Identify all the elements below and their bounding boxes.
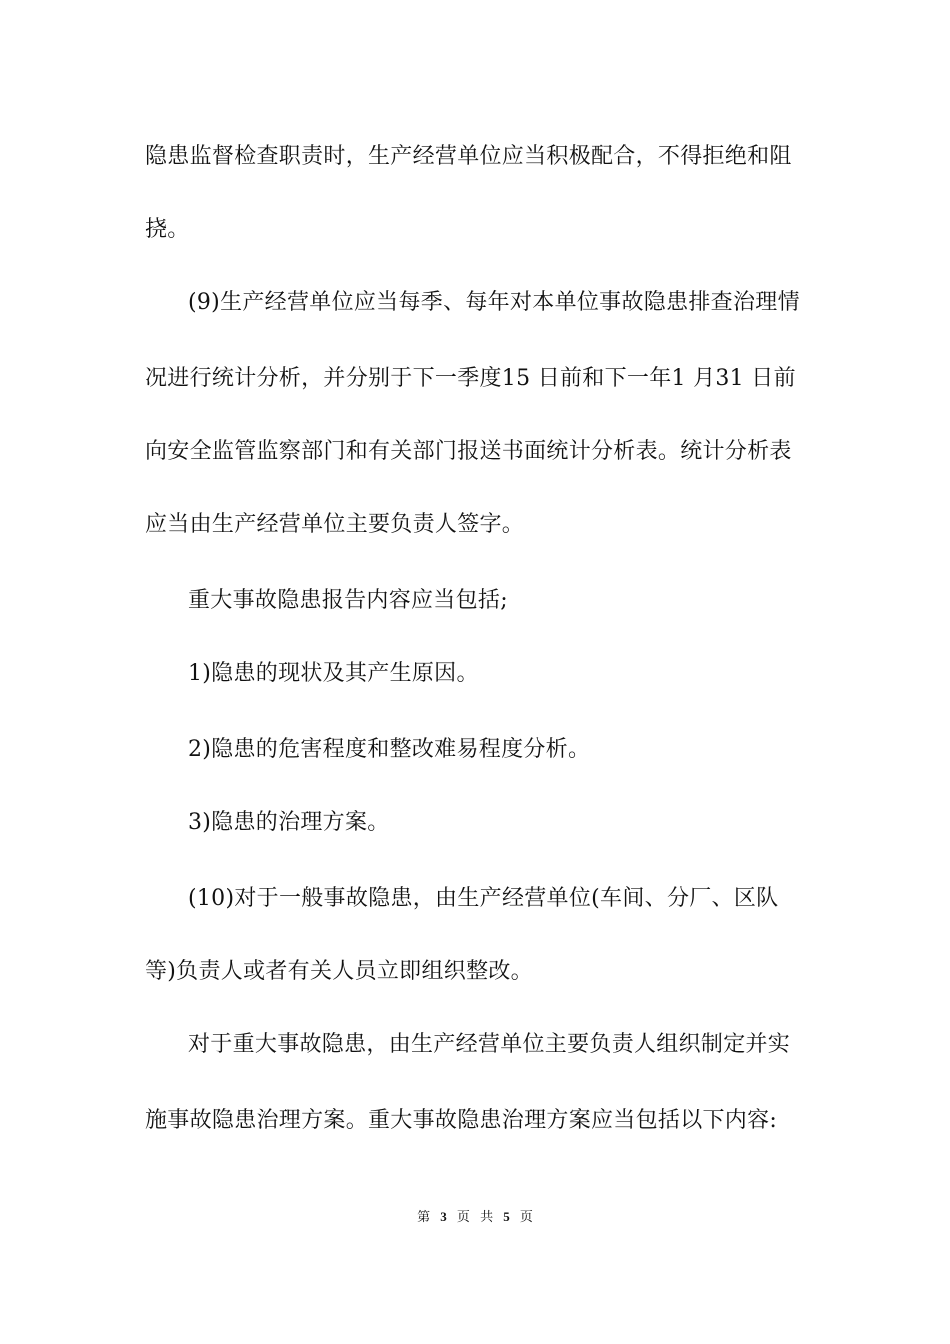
page-unit: 页 [456, 1210, 470, 1225]
list-item-1: 1)隐患的现状及其产生原因。 [188, 661, 479, 686]
list-item-3: 3)隐患的治理方案。 [188, 810, 390, 835]
body-line-1: 隐患监督检查职责时，生产经营单位应当积极配合，不得拒绝和阻 [145, 144, 792, 169]
paragraph-10-line-1: (10)对于一般事故隐患，由生产经营单位(车间、分厂、区队 [188, 886, 779, 911]
major-hazard-line-1: 对于重大事故隐患，由生产经营单位主要负责人组织制定并实 [188, 1032, 791, 1057]
report-content-heading: 重大事故隐患报告内容应当包括; [188, 588, 508, 613]
list-item-2: 2)隐患的危害程度和整改难易程度分析。 [188, 737, 591, 762]
page-number: 3 [440, 1209, 447, 1224]
body-line-2: 挠。 [145, 217, 190, 242]
paragraph-9-line-4: 应当由生产经营单位主要负责人签字。 [145, 512, 525, 537]
paragraph-10-line-2: 等)负责人或者有关人员立即组织整改。 [145, 959, 533, 984]
paragraph-9-line-1: (9)生产经营单位应当每季、每年对本单位事故隐患排查治理情 [188, 290, 800, 315]
page-prefix: 第 [417, 1210, 431, 1225]
total-prefix: 共 [480, 1210, 494, 1225]
major-hazard-line-2: 施事故隐患治理方案。重大事故隐患治理方案应当包括以下内容: [145, 1108, 778, 1133]
total-unit: 页 [519, 1210, 533, 1225]
paragraph-9-line-2: 况进行统计分析，并分别于下一季度15 日前和下一年1 月31 日前 [145, 366, 796, 391]
total-pages: 5 [503, 1209, 510, 1224]
page-footer [0, 1208, 950, 1227]
paragraph-9-line-3: 向安全监管监察部门和有关部门报送书面统计分析表。统计分析表 [145, 439, 792, 464]
